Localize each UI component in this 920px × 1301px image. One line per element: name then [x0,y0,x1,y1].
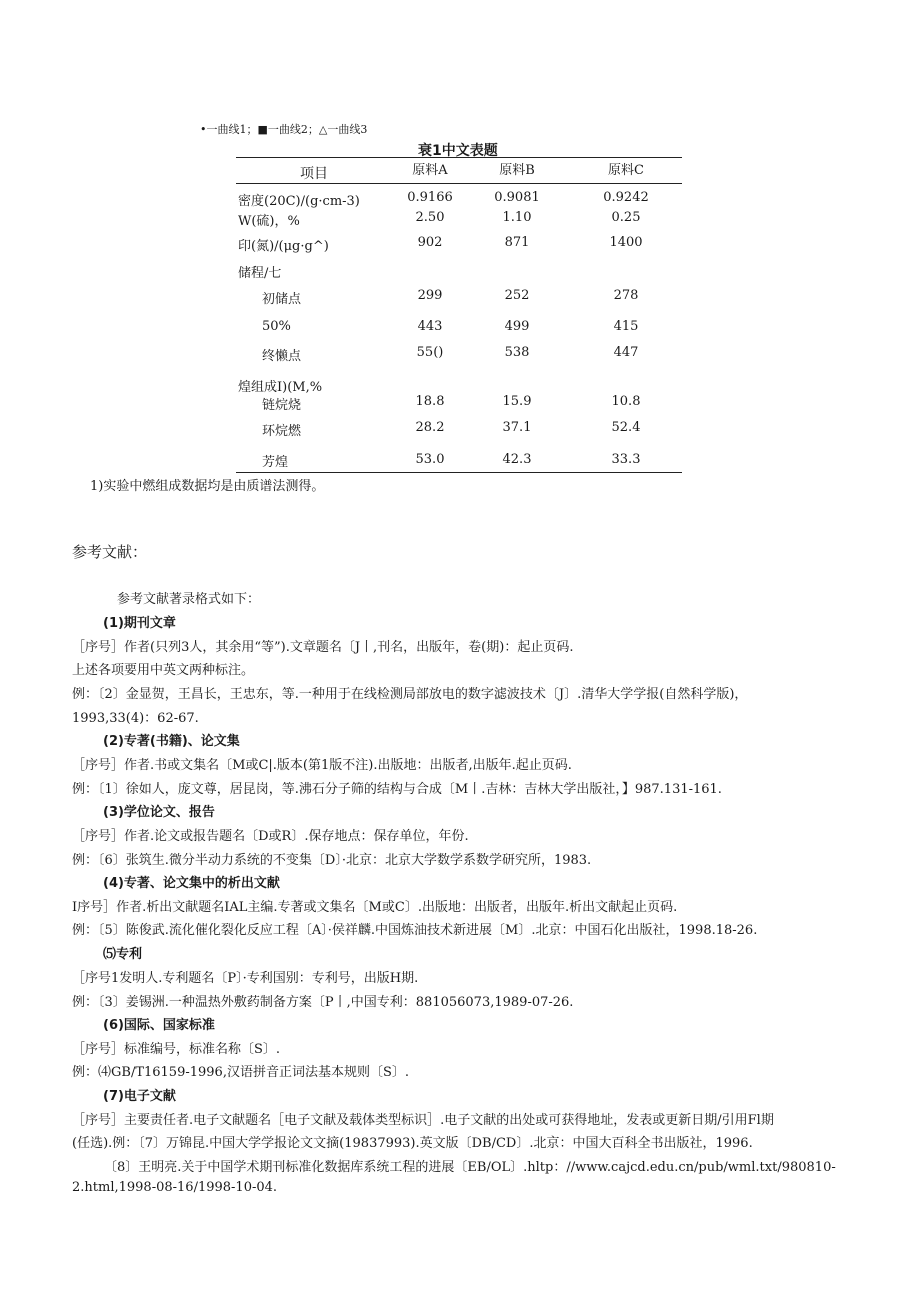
ref-line: 例：〔1〕徐如人，庞文尊，居昆岗，等.沸石分子筛的结构与合成〔M丨.吉林：吉林大学出版社，】987.131-161. [72,782,722,797]
ref-line: 上述各项要用中英文两种标注。 [72,663,255,678]
ref-subheading: (7)电子文献 [103,1089,176,1104]
table-cell: 42.3 [502,452,532,467]
table-row-label: 煌组成I)(M,% [238,380,323,395]
ref-line: 例：〔3〕姜锡洲.一种温热外敷药制备方案〔P丨,中国专利：881056073,1989-07-26. [72,995,574,1010]
ref-subheading: ⑸专利 [103,947,143,962]
table-cell: 443 [417,319,443,334]
table-header-c: 原料C [608,163,644,178]
table-cell: 37.1 [502,420,532,435]
ref-line: 2.html,1998-08-16/1998-10-04. [72,1180,278,1195]
ref-line: ［序号1发明人.专利题名〔P〕·专利国别：专利号，出版H期. [72,971,419,986]
ref-line: ［序号］作者.论文或报告题名〔D或R〕.保存地点：保存单位，年份. [72,829,469,844]
table-header-rule [236,183,682,184]
table-cell: 278 [613,288,639,303]
ref-line: ［序号］主要责任者.电子文献题名［电子文献及载体类型标识］.电子文献的出处或可获得地址，发表或更新日期/引用Fl期 [72,1113,774,1128]
table-cell: 871 [504,235,530,250]
table-cell: 18.8 [415,394,445,409]
ref-subheading: (4)专著、论文集中的析出文献 [103,876,280,891]
table-cell: 0.25 [611,210,641,225]
ref-line: I序号］作者.析出文献题名IAL主编.专著或文集名〔M或C〕.出版地：出版者，出版年.析出文献起止页码. [72,900,678,915]
table-header-item: 项目 [300,166,328,182]
ref-subheading: (2)专著(书籍)、论文集 [103,734,240,749]
table-row-label: 链烷烧 [262,398,302,413]
references-heading: 参考文献： [72,543,148,561]
table-cell: 538 [504,345,530,360]
ref-line: ［序号］作者(只列3人，其余用“等”).文章题名〔J丨,刊名，出版年，卷(期)：起止页码. [72,640,574,655]
ref-line: 例：〔6〕张筑生.微分半动力系统的不变集〔D〕·北京：北京大学数学系数学研究所，1983. [72,853,592,868]
table-row-label: 50% [262,319,291,334]
table-row-label: 储程/七 [238,266,282,281]
table-footnote: 1)实验中燃组成数据均是由质谱法测得。 [90,479,325,494]
table-row-label: 芳煌 [262,455,289,470]
table-cell: 299 [417,288,443,303]
table-cell: 0.9166 [407,190,453,205]
table-cell: 52.4 [611,420,641,435]
ref-line: 〔8〕王明亮.关于中国学术期刊标准化数据库系统工程的进展〔EB/OL〕.hltp：//www.cajcd.edu.cn/pub/wml.txt/980810- [104,1160,836,1175]
table-top-rule [236,157,682,158]
table-cell: 252 [504,288,530,303]
table-cell: 55() [416,345,444,360]
table-cell: 902 [417,235,443,250]
table-cell: 15.9 [502,394,532,409]
ref-line: 1993,33(4)：62-67. [72,711,199,726]
table-cell: 2.50 [415,210,445,225]
ref-line: 例：〔5〕陈俊武.流化催化裂化反应工程〔A〕·侯祥麟.中国炼油技术新进展〔M〕.北京：中国石化出版社，1998.18-26. [72,923,758,938]
table-cell: 28.2 [415,420,445,435]
ref-line: ［序号］作者.书或文集名〔M或C|.版本(第1版不注).出版地：出版者,出版年.起止页码. [72,758,572,773]
table-row-label: W(硫)，% [238,214,300,229]
table-cell: 10.8 [611,394,641,409]
table-row-label: 终懒点 [262,349,302,364]
table-bottom-rule [236,472,682,473]
table-row-label: 初储点 [262,292,302,307]
table-caption: 衰1中文表题 [418,143,498,159]
ref-line: 例：⑷GB/T16159-1996,汉语拼音正词法基本规则〔S〕. [72,1065,409,1080]
table-cell: 499 [504,319,530,334]
table-cell: 0.9081 [494,190,540,205]
figure-legend: •一曲线1；■一曲线2；△一曲线3 [200,123,368,136]
table-header-b: 原料B [499,163,535,178]
table-row-label: 密度(20C)/(g·cm-3) [238,194,360,209]
ref-subheading: (1)期刊文章 [103,616,176,631]
table-cell: 1.10 [502,210,532,225]
references-intro: 参考文献著录格式如下： [117,592,261,607]
table-cell: 447 [613,345,639,360]
table-cell: 1400 [609,235,643,250]
ref-subheading: (6)国际、国家标准 [103,1018,215,1033]
ref-line: 例：〔2〕金显贺，王昌长，王忠东，等.一种用于在线检测局部放电的数字滤波技术〔J〕.清华大学学报(自然科学版)， [72,687,748,702]
ref-subheading: (3)学位论文、报告 [103,805,215,820]
table-header-a: 原料A [412,163,448,178]
ref-line: ［序号］标准编号，标准名称〔S〕. [72,1042,281,1057]
table-cell: 415 [613,319,639,334]
table-cell: 53.0 [415,452,445,467]
ref-line: (任选).例：〔7〕万锦昆.中国大学学报论文文摘(19837993).英文版〔DB/CD〕.北京：中国大百科全书出版社，1996. [72,1136,753,1151]
table-row-label: 印(氮)/(μg·g^) [238,239,329,254]
table-cell: 0.9242 [603,190,649,205]
table-cell: 33.3 [611,452,641,467]
table-row-label: 环烷燃 [262,424,302,439]
